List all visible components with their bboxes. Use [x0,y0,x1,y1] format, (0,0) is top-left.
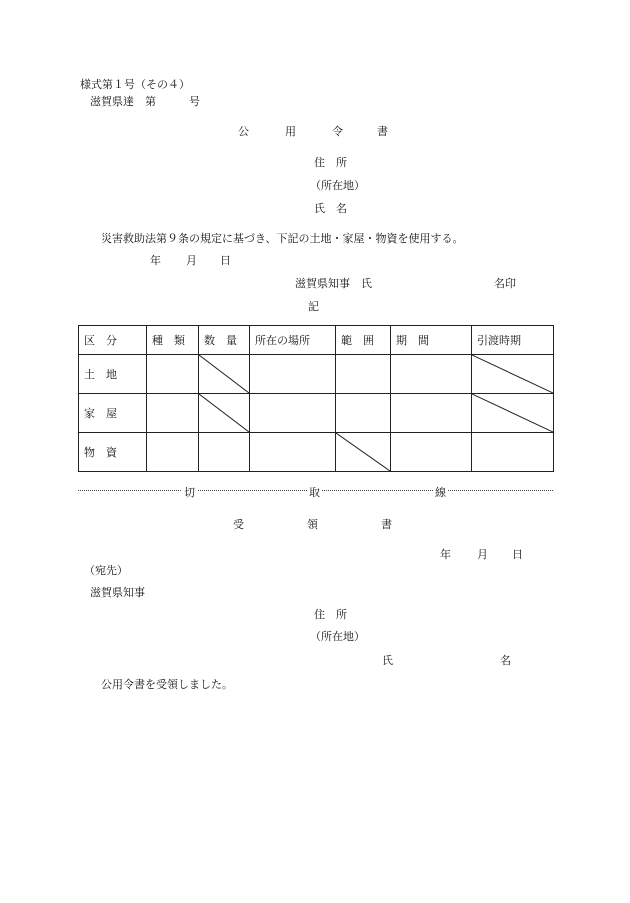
table-cell-crossed [472,394,554,433]
receipt-address-label: 住 所 [314,608,347,621]
table-cell-crossed [199,355,250,394]
requisition-table [78,325,554,472]
row-label [79,433,147,472]
addressee-label: （宛先） [84,564,128,577]
row-label [79,355,147,394]
header-handover-text: 引渡時期 [477,334,521,347]
header-period-text: 期 間 [396,334,429,347]
table-cell [336,355,391,394]
table-cell [391,355,472,394]
header-range-text: 範 囲 [341,334,374,347]
table-cell [336,394,391,433]
ki-label: 記 [308,300,319,313]
table-cell [199,433,250,472]
location-label: （所在地） [310,179,365,192]
header-category [79,326,147,355]
diagonal-line [336,433,390,471]
table-cell-crossed [199,394,250,433]
year-label: 年 [440,548,451,561]
diagonal-line [199,355,249,393]
table-row [79,433,554,472]
year-label: 年 [150,254,161,267]
day-label: 日 [512,548,523,561]
row-label-text: 物 資 [84,446,117,459]
header-category-text: 区 分 [84,334,117,347]
table-cell [147,433,199,472]
header-range [336,326,391,355]
title-char: 書 [377,125,388,138]
day-label: 日 [220,254,231,267]
table-cell [250,433,336,472]
receipt-title-char: 書 [381,518,392,531]
row-label-text: 土 地 [84,368,117,381]
cut-label: 線 [435,486,446,499]
issuer-number: 滋賀県達 第 号 [90,95,200,108]
table-cell [472,433,554,472]
table-cell [147,394,199,433]
receipt-title-char: 領 [307,518,318,531]
header-quantity [199,326,250,355]
usage-statement: 災害救助法第９条の規定に基づき、下記の土地・家屋・物資を使用する。 [101,232,464,245]
table-cell [391,394,472,433]
header-location-text: 所在の場所 [255,334,310,347]
address-label: 住 所 [314,156,347,169]
cut-label: 取 [309,486,320,499]
month-label: 月 [477,548,488,561]
seal-label: 名印 [494,277,516,290]
header-type [147,326,199,355]
month-label: 月 [186,254,197,267]
diagonal-line [199,394,249,432]
diagonal-line [472,394,553,432]
header-period [391,326,472,355]
table-row [79,394,554,433]
table-cell [250,394,336,433]
table-cell [250,355,336,394]
receipt-title-char: 受 [233,518,244,531]
row-label [79,394,147,433]
row-label-text: 家 屋 [84,407,117,420]
table-row [79,355,554,394]
table-cell [391,433,472,472]
receipt-governor: 滋賀県知事 [90,586,145,599]
receipt-statement: 公用令書を受領しました。 [101,678,233,691]
table-cell-crossed [336,433,391,472]
table-cell-crossed [472,355,554,394]
title-char: 公 [238,125,249,138]
name-label: 氏 名 [314,202,347,215]
title-char: 用 [285,125,296,138]
receipt-name-label: 氏 [382,654,393,667]
cut-label: 切 [184,486,195,499]
header-type-text: 種 類 [152,334,185,347]
form-number: 様式第１号（その４） [80,78,190,91]
table-cell [147,355,199,394]
diagonal-line [472,355,553,393]
header-handover [472,326,554,355]
governor-label: 滋賀県知事 氏 [295,277,372,290]
header-quantity-text: 数 量 [204,334,237,347]
header-location [250,326,336,355]
title-char: 令 [332,125,343,138]
receipt-name-label: 名 [500,654,511,667]
receipt-location-label: （所在地） [310,630,365,643]
table-header-row [79,326,554,355]
